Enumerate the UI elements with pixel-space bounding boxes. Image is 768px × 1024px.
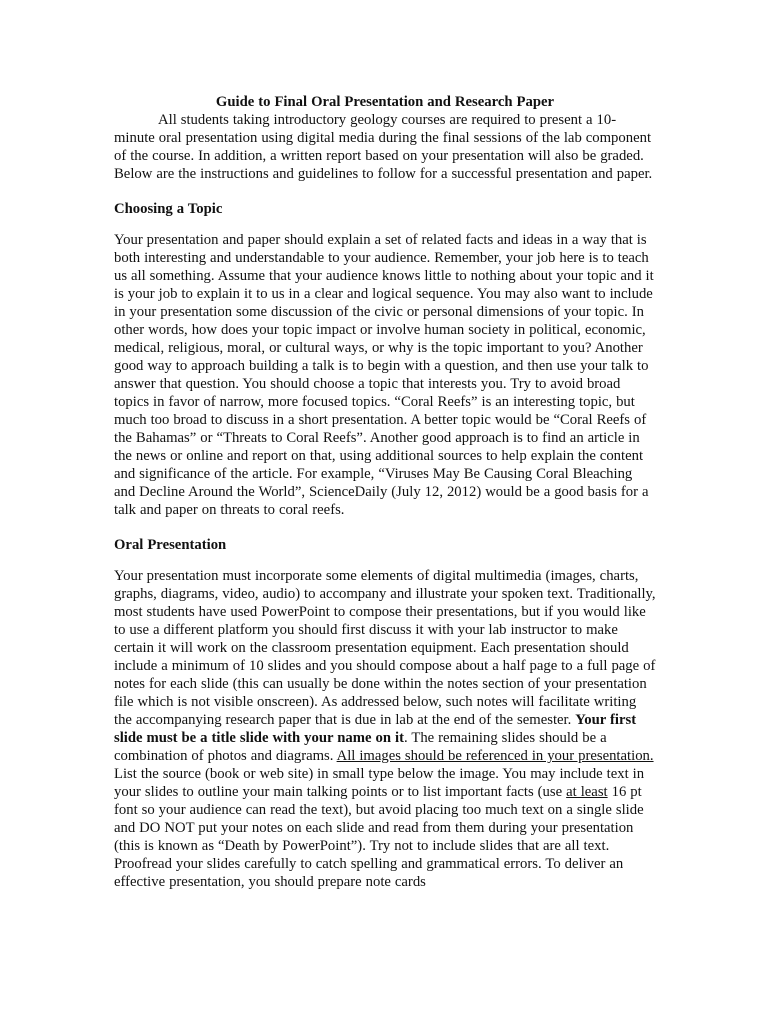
section-heading-topic: Choosing a Topic [114,201,223,217]
oral-text-segment: Your presentation must incorporate some elements of digital multimedia (images, charts, graphs, diagrams, video, audio) to accompany and illustrate your spoken text. Traditionally, most students have used PowerPoint to compose their presentations, but if you would like to use a different platform you should first discuss it with your lab instructor to make certain it will work on the classroom presentation equipment. Each presentation should include a minimum of 10 slides and you should compose about a half page to a full page of notes for each slide (this can usually be done within the notes section of your presentation file which is not visible onscreen). As addressed below, such notes will facilitate writing the accompanying research paper that is due in lab at the end of the semester. [114,568,656,728]
oral-underline-segment: All images should be referenced in your presentation. [336,748,654,764]
oral-text-segment: 16 pt font so your audience can read the text), but avoid placing too much text on a single slide and DO NOT put your notes on each slide and read from them during your presentation (this is known as “Death by PowerPoint”). Try not to include slides that are all text. Proofread your slides carefully to catch spelling and grammatical errors. To deliver an effective presentation, you should prepare note cards [114,784,644,890]
oral-text-segment: List the source (book or web site) in small type below the image. You may include text in your slides to outline your main talking points or to list important facts (use [114,766,645,800]
topic-paragraph: Your presentation and paper should explain a set of related facts and ideas in a way that is both interesting and understandable to your audience. Remember, your job here is to teach us all something. Assume that your audience knows little to nothing about your topic and it is your job to explain it to us in a clear and logical sequence. You may also want to include in your presentation some discussion of the civic or personal dimensions of your topic. In other words, how does your topic impact or involve human society in political, economic, medical, religious, moral, or cultural ways, or why is the topic important to you? Another good way to approach building a talk is to begin with a question, and then use your talk to answer that question. You should choose a topic that interests you. Try to avoid broad topics in favor of narrow, more focused topics. “Coral Reefs” is an interesting topic, but much too broad to discuss in a short presentation. A better topic would be “Coral Reefs of the Bahamas” or “Threats to Coral Reefs”. Another good approach is to find an article in the news or online and report on that, using additional sources to help explain the content and significance of the article. For example, “Viruses May Be Causing Coral Bleaching and Decline Around the World”, ScienceDaily (July 12, 2012) would be a good basis for a talk and paper on threats to coral reefs. [114,232,654,518]
document-title: Guide to Final Oral Presentation and Research Paper [215,94,555,110]
oral-paragraph [114,567,656,891]
oral-underline-segment: at least [566,784,608,800]
oral-text-segment: . The remaining slides should be a combination of photos and diagrams. [114,730,607,764]
intro-paragraph: All students taking introductory geology courses are required to present a 10-minute oral presentation using digital media during the final sessions of the lab component of the course. In addition, a written report based on your presentation will also be graded. Below are the instructions and guidelines to follow for a successful presentation and paper. [114,112,653,182]
document-page [114,93,656,891]
section-heading-oral: Oral Presentation [114,537,227,553]
oral-bold-segment: Your first slide must be a title slide with your name on it [114,712,637,746]
